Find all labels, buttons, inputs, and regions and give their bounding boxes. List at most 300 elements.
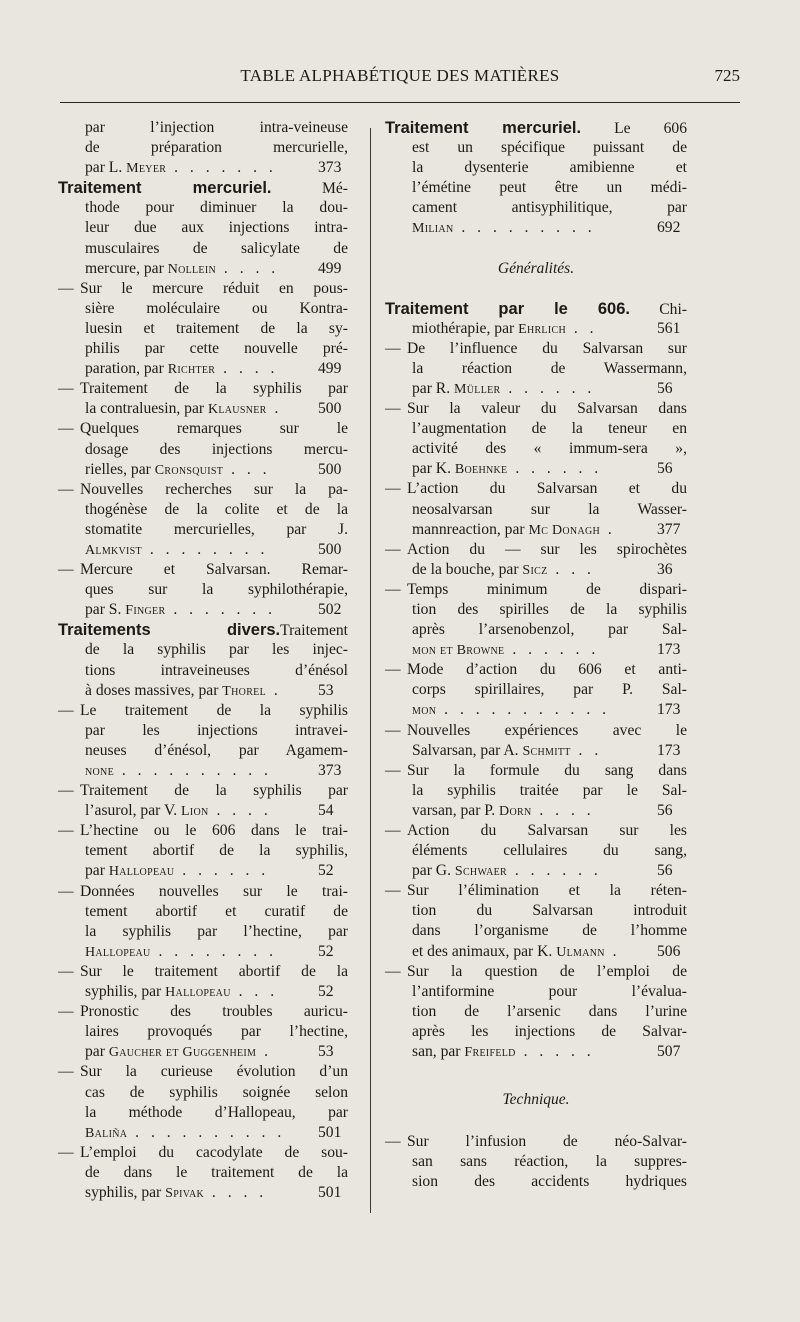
entry-text: luesin et traitement de la sy- — [85, 319, 348, 337]
em-dash: — — [58, 1143, 74, 1161]
author-name: Almkvist — [85, 542, 142, 558]
author-name: Boehnke — [454, 462, 508, 478]
entry-text: Action du Salvarsan sur les — [407, 822, 687, 839]
entry-text: Sur le mercure réduit en pous- — [80, 279, 348, 297]
section-title-technique: Technique. — [502, 1091, 570, 1109]
index-entry — [385, 1132, 687, 1192]
entry-line — [385, 962, 687, 982]
dot-leader: . . . . . . . . . . — [113, 762, 272, 779]
entry-text: Sur la question de l’emploi de — [407, 962, 687, 980]
entry-line — [385, 1042, 687, 1062]
entry-line — [385, 600, 687, 620]
entry-line — [385, 942, 687, 962]
entry-text: par les injections intravei- — [85, 721, 348, 739]
entry-line — [58, 540, 348, 560]
entry-line — [385, 580, 687, 600]
entry-text: miothérapie, par — [412, 319, 519, 337]
index-entry — [385, 580, 687, 660]
entry-line — [58, 560, 348, 580]
entry-line — [58, 741, 348, 761]
dot-leader: . . . . . . — [504, 641, 600, 659]
author-name: Milian — [412, 221, 454, 237]
entry-line — [58, 661, 348, 681]
index-entry — [58, 279, 348, 379]
dot-leader: . . . . — [204, 1183, 268, 1201]
index-entry — [385, 118, 687, 239]
entry-line — [58, 1163, 348, 1183]
page-ref: 502 — [318, 601, 342, 619]
author-name: Klausner — [207, 402, 267, 418]
entry-line — [58, 681, 348, 701]
entry-text: par S. — [85, 601, 126, 619]
entry-line — [58, 882, 348, 902]
entry-text: corps spirillaires, par P. Sal- — [412, 681, 687, 699]
entry-line — [385, 741, 687, 761]
right-column — [385, 118, 687, 1192]
entry-text: Traitement de la syphilis par — [80, 380, 348, 398]
dot-leader: . . — [570, 741, 603, 759]
entry-text: à doses massives, par — [85, 681, 223, 699]
entry-line — [385, 901, 687, 921]
em-dash: — — [385, 1133, 401, 1151]
author-name: Freifeld — [464, 1045, 516, 1061]
dot-leader: . . . . . . — [506, 862, 602, 880]
index-entry — [58, 882, 348, 962]
dot-leader: . . . . . . — [174, 862, 270, 880]
entry-line — [58, 1062, 348, 1082]
entry-text: philis par cette nouvelle pré- — [85, 340, 348, 358]
page-ref: 506 — [657, 942, 681, 960]
author-name: Spivak — [165, 1185, 204, 1201]
entry-text: tement abortif et curatif de — [85, 902, 348, 920]
entry-line — [385, 700, 687, 720]
em-dash: — — [58, 822, 74, 840]
entry-line — [58, 118, 348, 138]
page-ref: 56 — [657, 379, 673, 397]
entry-text: de la bouche, par — [412, 560, 523, 578]
entry-line — [385, 560, 687, 580]
entry-text: thode pour diminuer la dou- — [85, 199, 348, 217]
index-entry — [385, 761, 687, 821]
dot-leader: . . . . . . . . — [141, 540, 269, 558]
em-dash: — — [385, 339, 401, 357]
entry-line — [385, 540, 687, 560]
entry-line — [385, 138, 687, 158]
entry-line — [385, 1132, 687, 1152]
author-name: Meyer — [126, 161, 167, 177]
entry-line — [385, 1002, 687, 1022]
author-name: none — [85, 764, 114, 779]
entry-line — [385, 419, 687, 439]
page-ref: 53 — [318, 681, 334, 699]
index-entry — [58, 821, 348, 881]
entry-line — [58, 359, 348, 379]
em-dash: — — [58, 480, 74, 498]
author-name: Dorn — [499, 803, 532, 819]
entry-line — [58, 821, 348, 841]
entry-line — [385, 339, 687, 359]
entry-text: Traitement — [280, 622, 348, 640]
entry-text: syphilis, par — [85, 1183, 166, 1201]
entry-text: Le 606 — [581, 120, 687, 137]
entry-line — [58, 440, 348, 460]
entry-line — [385, 118, 687, 138]
entry-text: tions intraveineuses d’énésol — [85, 661, 348, 679]
em-dash: — — [385, 540, 401, 558]
dot-leader: . . — [565, 319, 598, 337]
entry-text: Mode d’action du 606 et anti- — [407, 661, 687, 679]
page-ref: 499 — [318, 360, 342, 378]
entry-line — [58, 962, 348, 982]
entry-text: Sur la formule du sang dans — [407, 761, 687, 779]
entry-text: la contraluesin, par — [85, 400, 208, 418]
em-dash: — — [385, 962, 401, 980]
entry-line — [58, 158, 348, 178]
entry-text: sion des accidents hydriques — [412, 1173, 687, 1191]
entry-line — [58, 299, 348, 319]
entry-line — [58, 1183, 348, 1203]
dot-leader: . . . . . . . . . — [453, 219, 596, 237]
entry-text: tion des spirilles de la syphilis — [412, 600, 687, 618]
entry-line — [385, 781, 687, 801]
entry-line — [385, 500, 687, 520]
page-ref: 56 — [657, 862, 673, 880]
index-entry — [58, 419, 348, 479]
em-dash: — — [58, 962, 74, 980]
author-name: Hallopeau — [108, 864, 175, 880]
entry-line — [385, 881, 687, 901]
author-name: Baliña — [85, 1125, 128, 1141]
entry-line — [58, 841, 348, 861]
page-ref: 52 — [318, 983, 334, 1001]
entry-line — [385, 198, 687, 218]
index-entry — [385, 540, 687, 580]
author-name: Hallopeau — [85, 944, 151, 960]
dot-leader: . . . . . . . — [165, 601, 276, 619]
entry-text: sière moléculaire ou Kontra- — [85, 299, 348, 317]
entry-text: Données nouvelles sur le trai- — [80, 882, 348, 900]
entry-line — [385, 761, 687, 781]
em-dash: — — [385, 400, 401, 418]
entry-line — [58, 138, 348, 158]
entry-line — [58, 721, 348, 741]
author-name: Hallopeau — [165, 985, 231, 1001]
entry-text: par G. — [412, 862, 455, 880]
page-ref: 500 — [318, 540, 342, 558]
entry-text: de dans le traitement de la — [85, 1163, 348, 1181]
entry-text: mercure, par — [85, 259, 168, 277]
entry-text: cas de syphilis soignée selon — [85, 1083, 348, 1101]
page-ref: 501 — [318, 1123, 342, 1141]
entry-line — [385, 459, 687, 479]
entry-line — [58, 1103, 348, 1123]
index-entry — [385, 962, 687, 1062]
entry-text: neosalvarsan sur la Wasser- — [412, 500, 687, 518]
entry-line — [58, 460, 348, 480]
entry-line — [385, 1152, 687, 1172]
left-column — [58, 118, 348, 1203]
entry-text: laires provoqués par l’hectine, — [85, 1023, 348, 1041]
entry-line — [385, 680, 687, 700]
entry-text: san, par — [412, 1043, 465, 1061]
entry-line — [385, 439, 687, 459]
em-dash: — — [385, 761, 401, 779]
entry-text: par L. — [85, 159, 127, 177]
entry-line — [58, 239, 348, 259]
page-ref: 500 — [318, 460, 342, 478]
author-name: Gaucher et Guggenheim — [108, 1045, 257, 1061]
entry-text: et des animaux, par K. — [412, 942, 557, 960]
dot-leader: . — [604, 942, 621, 960]
dot-leader: . . . — [223, 460, 271, 478]
index-entry — [385, 721, 687, 761]
index-entry — [58, 1062, 348, 1142]
entry-line — [58, 279, 348, 299]
entry-line — [385, 158, 687, 178]
entry-text: rielles, par — [85, 460, 155, 478]
page-ref: 56 — [657, 460, 673, 478]
section-title-generalites: Généralités. — [497, 259, 575, 277]
entry-text: l’antiformine pour l’évalua- — [412, 982, 687, 1000]
entry-heading: Traitement mercuriel. — [58, 179, 272, 198]
em-dash: — — [58, 279, 74, 297]
dot-leader: . . . . . — [515, 1043, 595, 1061]
index-entry — [385, 479, 687, 539]
entry-text: Salvarsan, par A. — [412, 741, 523, 759]
entry-line — [58, 701, 348, 721]
author-name: Ehrlich — [518, 321, 566, 337]
entry-text: par K. — [412, 460, 455, 478]
author-name: Finger — [125, 603, 166, 619]
entry-text: Nouvelles expériences avec le — [407, 721, 687, 739]
entry-text: musculaires de salicylate de — [85, 239, 348, 257]
em-dash: — — [385, 882, 401, 900]
entry-text: la dysenterie amibienne et — [412, 159, 687, 177]
entry-line — [385, 801, 687, 821]
entry-text: l’asurol, par V. — [85, 802, 182, 820]
entry-text: est un spécifique puissant de — [412, 139, 687, 157]
entry-heading: Traitement par le 606. — [385, 299, 630, 318]
entry-line — [385, 640, 687, 660]
entry-line — [58, 399, 348, 419]
entry-heading: Traitement mercuriel. — [385, 119, 582, 137]
dot-leader: . . . . . . . — [166, 159, 277, 177]
page-ref: 56 — [657, 801, 673, 819]
entry-line — [385, 821, 687, 841]
entry-line — [385, 319, 687, 339]
entry-text: tion du Salvarsan introduit — [412, 902, 687, 920]
entry-text: la syphilis traitée par le Sal- — [412, 781, 687, 799]
index-entry — [58, 379, 348, 419]
entry-line — [58, 1143, 348, 1163]
author-name: Mc Donagh — [528, 522, 601, 538]
index-entry — [58, 1002, 348, 1062]
dot-leader: . . . . — [531, 801, 595, 819]
page-ref: 500 — [318, 400, 342, 418]
index-entry — [58, 620, 348, 700]
entry-line — [58, 339, 348, 359]
entry-line — [385, 359, 687, 379]
author-name: Lion — [181, 804, 209, 820]
index-entry — [58, 1143, 348, 1203]
entry-text: la réaction de Wassermann, — [412, 359, 687, 377]
entry-line — [58, 480, 348, 500]
em-dash: — — [385, 721, 401, 739]
author-name: Richter — [167, 362, 216, 378]
entry-text: par l’injection intra-veineuse — [85, 119, 348, 136]
entry-text: la syphilis par l’hectine, par — [85, 922, 348, 940]
em-dash: — — [58, 1003, 74, 1021]
entry-text: Temps minimum de dispari- — [407, 580, 687, 598]
entry-line — [58, 259, 348, 279]
author-name: Müller — [454, 381, 501, 397]
dot-leader: . — [600, 520, 616, 538]
entry-text: Sur l’infusion de néo-Salvar- — [407, 1133, 687, 1151]
running-title: TABLE ALPHABÉTIQUE DES MATIÈRES — [240, 66, 560, 85]
author-name: Sicz — [522, 562, 548, 578]
entry-line — [385, 218, 687, 238]
entry-line — [58, 520, 348, 540]
dot-leader: . . . . . . — [500, 379, 596, 397]
page-ref: 173 — [657, 741, 681, 759]
entry-text: éléments cellulaires du sang, — [412, 842, 687, 860]
entry-line — [58, 600, 348, 620]
entry-line — [385, 520, 687, 540]
entry-line — [385, 299, 687, 319]
entry-line — [58, 178, 348, 198]
page-ref: 373 — [318, 762, 342, 779]
entry-line — [385, 721, 687, 741]
entry-line — [58, 500, 348, 520]
index-entry — [385, 660, 687, 720]
entry-line — [385, 1172, 687, 1192]
entry-line — [58, 861, 348, 881]
author-name: Cronsquist — [154, 462, 224, 478]
entry-text: Mé- — [271, 180, 348, 198]
entry-line — [385, 921, 687, 941]
em-dash: — — [385, 822, 401, 839]
entry-text: par — [85, 1043, 109, 1061]
dot-leader: . . . . — [208, 802, 272, 820]
entry-line — [58, 319, 348, 339]
entry-text: De l’influence du Salvarsan sur — [407, 339, 687, 357]
entry-line — [58, 1083, 348, 1103]
entry-line — [385, 620, 687, 640]
entry-line — [385, 982, 687, 1002]
page-ref: 561 — [657, 319, 681, 337]
entry-text: Traitement de la syphilis par — [80, 782, 348, 800]
dot-leader: . . . . . . . . . . . — [436, 701, 611, 719]
entry-text: par R. — [412, 379, 455, 397]
dot-leader: . . . — [230, 983, 279, 1001]
entry-line — [58, 1022, 348, 1042]
index-entry — [58, 560, 348, 620]
page-ref: 54 — [318, 802, 334, 820]
entry-text: la méthode d’Hallopeau, par — [85, 1103, 348, 1121]
entry-text: syphilis, par — [85, 983, 166, 1001]
entry-text: l’émétine peut être un médi- — [412, 179, 687, 197]
dot-leader: . — [265, 681, 282, 699]
page-ref: 36 — [657, 560, 673, 578]
entry-text: leur due aux injections intra- — [85, 219, 348, 237]
entry-line — [58, 580, 348, 600]
entry-line — [58, 942, 348, 962]
author-name: Schwaer — [454, 864, 507, 880]
dot-leader: . . . . . . . . — [150, 942, 277, 960]
entry-text: ques sur la syphilothérapie, — [85, 581, 348, 599]
entry-text: activité des « immum-sera », — [412, 440, 687, 458]
entry-text: mannreaction, par — [412, 520, 529, 538]
author-name: Ulmann — [556, 944, 605, 960]
em-dash: — — [58, 882, 74, 900]
entry-line — [58, 419, 348, 439]
page-ref: 499 — [318, 259, 342, 277]
entry-line — [385, 861, 687, 881]
em-dash: — — [58, 420, 74, 438]
entry-line — [385, 399, 687, 419]
index-entry — [385, 339, 687, 399]
entry-text: de préparation mercurielle, — [85, 139, 348, 157]
entry-text: Sur la valeur du Salvarsan dans — [407, 400, 687, 418]
entry-text: thogénèse de la colite et de la — [85, 500, 348, 518]
index-entry — [58, 480, 348, 560]
em-dash: — — [385, 661, 401, 679]
index-entry — [58, 781, 348, 821]
entry-text: neuses d’énésol, par Agamem- — [85, 741, 348, 759]
page-ref: 377 — [657, 520, 681, 538]
header-rule — [60, 102, 740, 103]
entry-text: san sans réaction, la suppres- — [412, 1153, 687, 1171]
page-number: 725 — [714, 66, 740, 85]
page-ref: 52 — [318, 942, 334, 960]
page-ref: 52 — [318, 862, 334, 880]
dot-leader: . — [266, 400, 283, 418]
entry-line — [58, 801, 348, 821]
entry-text: Sur la curieuse évolution d’un — [80, 1063, 348, 1081]
entry-line — [58, 1123, 348, 1143]
em-dash: — — [385, 480, 401, 498]
dot-leader: . . . . — [216, 259, 280, 277]
entry-line — [385, 379, 687, 399]
index-entry — [385, 881, 687, 961]
index-entry — [58, 118, 348, 178]
page-ref: 501 — [318, 1183, 342, 1201]
page-ref: 507 — [657, 1043, 681, 1061]
entry-line — [58, 781, 348, 801]
entry-text: L’action du Salvarsan et du — [407, 480, 687, 498]
entry-line — [58, 982, 348, 1002]
entry-text: Mercure et Salvarsan. Remar- — [80, 561, 348, 579]
entry-line — [385, 660, 687, 680]
entry-heading: Traitements divers. — [58, 621, 281, 640]
index-entry — [58, 178, 348, 278]
entry-text: après les injections de Salvar- — [412, 1022, 687, 1040]
entry-text: Action du — sur les spirochètes — [407, 540, 687, 558]
index-entry — [385, 299, 687, 339]
index-entry — [385, 399, 687, 479]
entry-text: stomatite mercurielles, par J. — [85, 520, 348, 538]
entry-line — [385, 479, 687, 499]
page-ref: 692 — [657, 219, 681, 237]
entry-text: Le traitement de la syphilis — [80, 701, 348, 719]
author-name: mon et Browne — [412, 643, 505, 659]
entry-line — [58, 198, 348, 218]
em-dash: — — [58, 701, 74, 719]
entry-line — [385, 178, 687, 198]
entry-line — [58, 922, 348, 942]
entry-line — [58, 902, 348, 922]
em-dash: — — [58, 782, 74, 800]
